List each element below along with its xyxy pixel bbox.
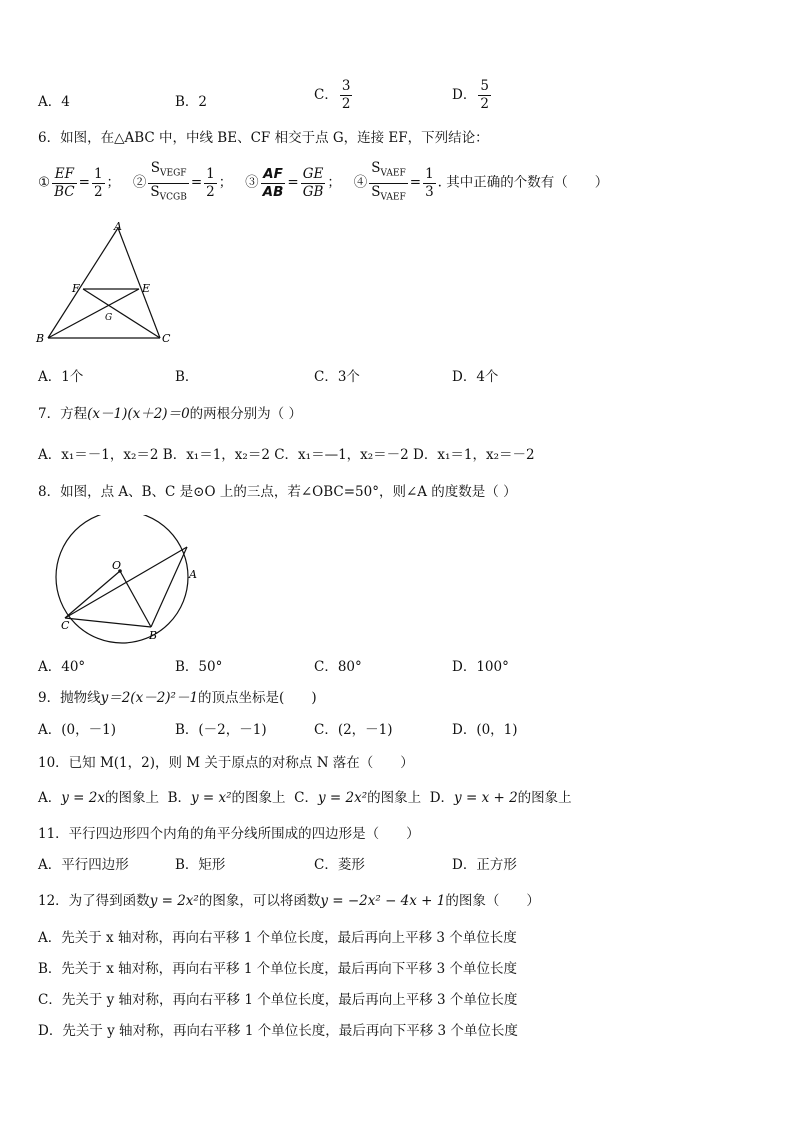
q6-option-b[interactable]: B． — [175, 369, 199, 385]
q11-option-a[interactable]: A．平行四边形 — [38, 857, 129, 873]
q6-conclusions: ① $\frac{EF}{BC}$ = $\frac{1}{2}$ ； ② $\frac{S_{VEGF}}{S_{VCGB}}$ = $\frac{1}{2}$ ； ③ $\frac{AF}{AB}$ = $\frac{GE}{GB}$ ； ④ $\frac{S_{VAEF}}{S_{VAEF}}$ = $\frac{1}{3}$ . 其中正确的个数有（ ） — [38, 160, 608, 206]
q5-option-a[interactable]: A．4 — [38, 94, 70, 110]
q8-stem: 8．如图，点 A、B、C 是⊙O 上的三点，若∠OBC=50°，则∠A 的度数是（ ） — [38, 484, 517, 500]
chord-ba — [151, 547, 187, 627]
q6-option-d[interactable]: D．4个 — [452, 369, 499, 385]
q12-option-c[interactable]: C．先关于 y 轴对称，再向右平移 1 个单位长度，最后再向上平移 3 个单位长度 — [38, 992, 518, 1008]
q5-option-c[interactable]: C． $\frac{3}{2}$ — [314, 78, 351, 112]
q6-option-c[interactable]: C．3个 — [314, 369, 360, 385]
fraction: $\frac{1}{2}$ — [206, 165, 215, 200]
fraction: $\frac{S_{VAEF}}{S_{VAEF}}$ — [371, 160, 406, 203]
q10-option-d[interactable]: D．y = x + 2的图象上 — [429, 790, 572, 806]
q6-option-a[interactable]: A．1个 — [38, 369, 84, 385]
q12-option-a[interactable]: A．先关于 x 轴对称，再向右平移 1 个单位长度，最后再向上平移 3 个单位长度 — [38, 930, 517, 946]
equation: y = −2x² − 4x + 1 — [320, 893, 446, 909]
radius-ob — [120, 571, 151, 627]
q6-stem: 6．如图，在△ABC 中，中线 BE、CF 相交于点 G，连接 EF，下列结论： — [38, 130, 489, 146]
equation: y = 2x² — [149, 893, 199, 909]
q10-options — [38, 786, 572, 806]
q9-option-c[interactable]: C．(2，－1) — [314, 722, 393, 738]
q8-option-b[interactable]: B．50° — [175, 659, 223, 675]
fraction: $\frac{1}{3}$ — [425, 165, 434, 200]
label-c: C — [162, 332, 171, 345]
label-e: E — [142, 282, 151, 295]
radius-oc — [65, 571, 120, 618]
triangle-figure — [34, 218, 184, 350]
fraction: $\frac{AF}{AB}$ — [262, 165, 284, 200]
fraction: $\frac{S_{VEGF}}{S_{VCGB}}$ — [150, 160, 187, 203]
fraction: $\frac{5}{2}$ — [480, 78, 489, 112]
label-a: A — [189, 568, 197, 581]
q8-option-d[interactable]: D．100° — [452, 659, 509, 675]
q10-option-c[interactable]: C．y = 2x²的图象上 — [294, 790, 422, 806]
q11-option-d[interactable]: D．正方形 — [452, 857, 517, 873]
q11-stem: 11．平行四边形四个内角的角平分线所围成的四边形是（ ） — [38, 826, 420, 842]
q12-option-b[interactable]: B．先关于 x 轴对称，再向右平移 1 个单位长度，最后再向下平移 3 个单位长度 — [38, 961, 517, 977]
q7-stem: 7．方程(x－1)(x＋2)＝0的两根分别为（ ） — [38, 406, 302, 422]
fraction: $\frac{1}{2}$ — [93, 165, 103, 200]
fraction: $\frac{3}{2}$ — [341, 78, 351, 112]
q9-option-d[interactable]: D．(0，1) — [452, 722, 518, 738]
q12-option-d[interactable]: D．先关于 y 轴对称，再向右平移 1 个单位长度，最后再向下平移 3 个单位长度 — [38, 1023, 518, 1039]
q8-option-a[interactable]: A．40° — [38, 659, 86, 675]
chord-ca — [65, 547, 187, 618]
q10-option-a[interactable]: A．y = 2x的图象上 — [38, 790, 159, 806]
circle-figure — [44, 515, 214, 645]
q10-option-b[interactable]: B．y = x²的图象上 — [167, 790, 286, 806]
q9-option-b[interactable]: B．(－2，－1) — [175, 722, 267, 738]
q11-option-b[interactable]: B．矩形 — [175, 857, 226, 873]
label-f: F — [72, 282, 80, 295]
q10-stem: 10．已知 M(1，2)，则 M 关于原点的对称点 N 落在（ ） — [38, 755, 414, 771]
label-c: C — [61, 619, 70, 632]
side-ac — [118, 228, 160, 338]
label-b: B — [149, 629, 158, 642]
q8-option-c[interactable]: C．80° — [314, 659, 362, 675]
q5-option-d[interactable]: D． $\frac{5}{2}$ — [452, 78, 489, 112]
label-b: B — [36, 332, 45, 345]
fraction: $\frac{EF}{BC}$ — [54, 165, 75, 200]
label-g: G — [105, 313, 113, 323]
q7-options[interactable]: A．x₁＝－1，x₂＝2 B．x₁＝1，x₂＝2 C．x₁＝—1，x₂＝－2 D．x₁＝1，x₂＝－2 — [38, 447, 535, 463]
q11-option-c[interactable]: C．菱形 — [314, 857, 365, 873]
q5-option-b[interactable]: B．2 — [175, 94, 208, 110]
label-o: O — [112, 559, 122, 572]
q9-option-a[interactable]: A．(0，－1) — [38, 722, 116, 738]
fraction: $\frac{GE}{GB}$ — [302, 165, 324, 200]
label-a: A — [114, 220, 122, 233]
q12-stem: 12．为了得到函数y = 2x²的图象，可以将函数y = −2x² − 4x + 1的图象（ ） — [38, 893, 540, 909]
equation: (x－1)(x＋2)＝0 — [87, 406, 190, 422]
q9-stem: 9．抛物线y＝2(x－2)²－1的顶点坐标是( ) — [38, 690, 317, 706]
equation: y＝2(x－2)²－1 — [100, 690, 199, 706]
